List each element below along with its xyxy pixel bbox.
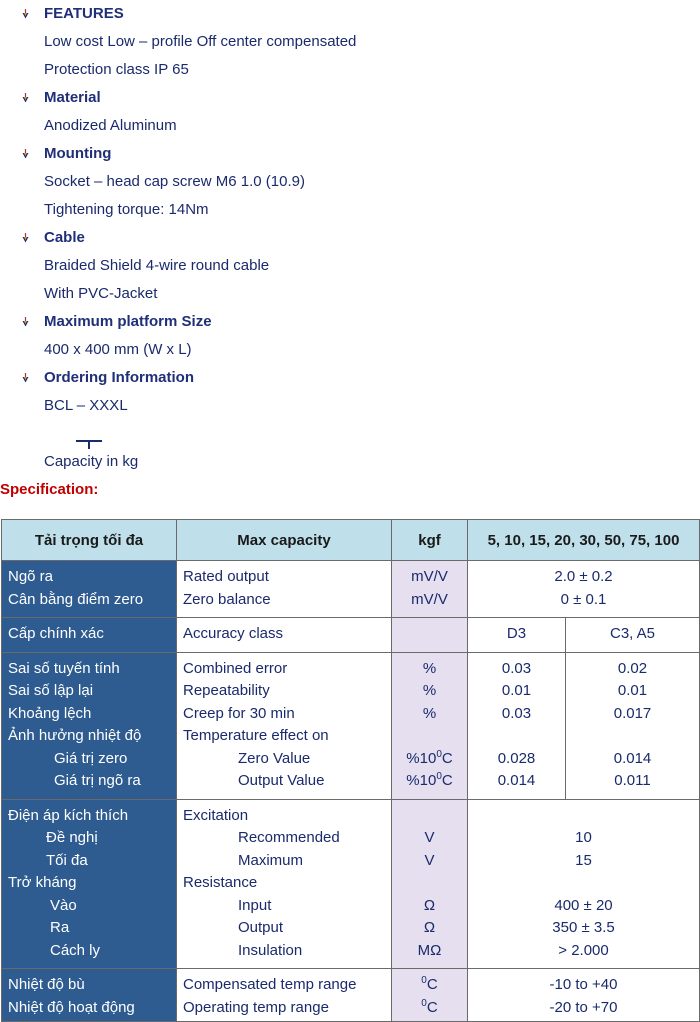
- row-value: 10: [575, 829, 592, 846]
- feature-item-text: Socket – head cap screw M6 1.0 (10.9): [44, 173, 305, 190]
- feature-item-text: Capacity in kg: [44, 453, 139, 470]
- header-unit: kgf: [392, 520, 468, 561]
- row-unit: Ω: [423, 919, 436, 936]
- row-label-vn: Trở kháng: [8, 874, 77, 891]
- row-value: 2.0 ± 0.2: [554, 568, 613, 585]
- row-label-vn: Nhiệt độ bù: [8, 976, 85, 993]
- row-label-vn: Cân bằng điểm zero: [8, 590, 144, 608]
- bullet-arrow-icon: [22, 149, 29, 159]
- feature-heading-text: Ordering Information: [44, 369, 194, 386]
- row-value: [468, 805, 699, 828]
- header-vn: Tải trọng tối đa: [2, 520, 177, 561]
- bullet-arrow-icon: [22, 9, 29, 19]
- row-value: 0 ± 0.1: [560, 590, 607, 608]
- row-unit: Ω: [423, 896, 436, 914]
- row-label-vn: Nhiệt độ hoạt động: [8, 998, 135, 1016]
- bullet-arrow-icon: [22, 93, 29, 103]
- specification-table: [1, 519, 700, 1022]
- row-value: 0.014: [613, 749, 652, 767]
- table-row: [2, 561, 700, 618]
- row-label-vn: Tối đa: [46, 851, 88, 869]
- row-label-en: Zero balance: [183, 590, 271, 608]
- row-label-vn: Điện áp kích thích: [8, 806, 129, 824]
- row-label-en: Zero Value: [238, 749, 311, 767]
- row-unit: V: [424, 851, 435, 869]
- row-label-en: Combined error: [183, 659, 288, 677]
- unit-prefix: %10: [406, 749, 437, 767]
- row-value: 350 ± 3.5: [552, 919, 615, 936]
- row-label-en: Excitation: [183, 806, 249, 824]
- row-value: 0.01: [617, 682, 648, 699]
- row-label-en: Output Value: [238, 772, 325, 789]
- row-unit: [392, 748, 467, 771]
- row-value: 15: [575, 851, 592, 869]
- header-en: Max capacity: [177, 520, 392, 561]
- row-label-vn: Cấp chính xác: [8, 625, 104, 642]
- row-label-en: Output: [238, 919, 284, 936]
- row-label-vn: Sai số tuyến tính: [8, 659, 120, 677]
- table-row: [2, 652, 700, 799]
- row-label-vn: Giá trị ngõ ra: [54, 772, 141, 789]
- row-unit: mV/V: [411, 590, 448, 608]
- specification-title: Specification:: [0, 481, 99, 498]
- row-unit: [392, 974, 467, 997]
- row-value: 0.014: [497, 772, 536, 789]
- unit-suffix: C: [426, 976, 438, 993]
- row-label-en: Input: [238, 896, 272, 914]
- row-unit: [392, 872, 467, 895]
- row-unit: [392, 725, 467, 748]
- row-value: [468, 872, 699, 895]
- row-value: > 2.000: [558, 941, 609, 959]
- feature-heading-text: Material: [44, 89, 101, 106]
- header-values: 5, 10, 15, 20, 30, 50, 75, 100: [468, 520, 700, 561]
- table-row: [2, 799, 700, 969]
- row-label-en: Creep for 30 min: [183, 704, 295, 722]
- row-label-en: Temperature effect on: [183, 727, 329, 744]
- unit-prefix: %10: [406, 772, 437, 789]
- row-value: 0.03: [501, 704, 532, 722]
- row-value: 0.028: [497, 749, 536, 767]
- row-unit: MΩ: [417, 941, 442, 959]
- row-value: 0.03: [501, 659, 532, 677]
- row-label-en: Maximum: [238, 851, 304, 869]
- row-value: 0.011: [614, 772, 651, 789]
- row-value: D3: [506, 625, 527, 642]
- row-label-en: Repeatability: [183, 682, 270, 699]
- features-section: [0, 0, 700, 480]
- feature-heading-text: FEATURES: [44, 5, 124, 22]
- row-label-vn: Ảnh hưởng nhiệt độ: [8, 727, 142, 744]
- row-label-vn: Cách ly: [50, 941, 101, 959]
- row-label-en: Accuracy class: [183, 625, 284, 642]
- row-unit: [392, 770, 467, 793]
- feature-item-text: Tightening torque: 14Nm: [44, 201, 209, 218]
- bullet-arrow-icon: [22, 233, 29, 243]
- unit-suffix: C: [441, 772, 453, 789]
- row-label-vn: Ngõ ra: [8, 568, 54, 585]
- row-value: C3, A5: [609, 625, 656, 642]
- row-unit: [392, 623, 467, 646]
- feature-item-text: Braided Shield 4-wire round cable: [44, 257, 270, 274]
- row-unit: %: [422, 659, 437, 677]
- unit-superscript: 0: [421, 997, 427, 1009]
- feature-item-text: 400 x 400 mm (W x L): [44, 341, 192, 358]
- table-header-row: [2, 520, 700, 561]
- row-label-en: Operating temp range: [183, 998, 329, 1016]
- row-label-vn: Sai số lập lại: [8, 682, 94, 699]
- ordering-code-marker: [76, 440, 102, 450]
- row-unit: %: [422, 704, 437, 722]
- unit-suffix: C: [441, 749, 453, 767]
- bullet-arrow-icon: [22, 373, 29, 383]
- row-label-vn: Đề nghị: [46, 829, 98, 846]
- row-label-vn: Giá trị zero: [54, 749, 128, 767]
- row-value: 0.01: [501, 682, 532, 699]
- row-value: 400 ± 20: [554, 896, 613, 914]
- unit-suffix: C: [426, 998, 438, 1016]
- feature-item-text: Protection class IP 65: [44, 61, 189, 78]
- row-value: 0.017: [613, 704, 652, 722]
- feature-item-text: Anodized Aluminum: [44, 117, 177, 134]
- row-value: -10 to +40: [549, 976, 618, 993]
- row-value: 0.02: [617, 659, 648, 677]
- row-unit: V: [424, 829, 435, 846]
- unit-superscript: 0: [421, 975, 427, 986]
- row-label-en: Compensated temp range: [183, 976, 357, 993]
- row-label-vn: Ra: [50, 919, 70, 936]
- row-label-en: Resistance: [183, 874, 258, 891]
- feature-item-text: With PVC-Jacket: [44, 285, 158, 302]
- row-unit: %: [422, 682, 437, 699]
- row-unit: mV/V: [411, 568, 448, 585]
- row-label-en: Rated output: [183, 568, 269, 585]
- bullet-arrow-icon: [22, 317, 29, 327]
- feature-heading-text: Mounting: [44, 145, 112, 162]
- unit-superscript: 0: [436, 771, 442, 782]
- feature-heading-text: Maximum platform Size: [44, 313, 212, 330]
- row-unit: [392, 805, 467, 828]
- row-label-en: Insulation: [238, 941, 303, 959]
- row-value: -20 to +70: [549, 998, 618, 1016]
- table-row: [2, 969, 700, 1022]
- feature-item-text: Low cost Low – profile Off center compensated: [44, 33, 357, 50]
- row-label-vn: Khoảng lệch: [8, 704, 92, 722]
- unit-superscript: 0: [436, 748, 442, 760]
- feature-item-text: BCL – XXXL: [44, 397, 128, 414]
- row-value: [566, 725, 699, 748]
- row-value: [468, 725, 565, 748]
- table-row: [2, 618, 700, 653]
- row-label-en: Recommended: [238, 829, 340, 846]
- feature-heading-text: Cable: [44, 229, 85, 246]
- row-label-vn: Vào: [50, 896, 77, 914]
